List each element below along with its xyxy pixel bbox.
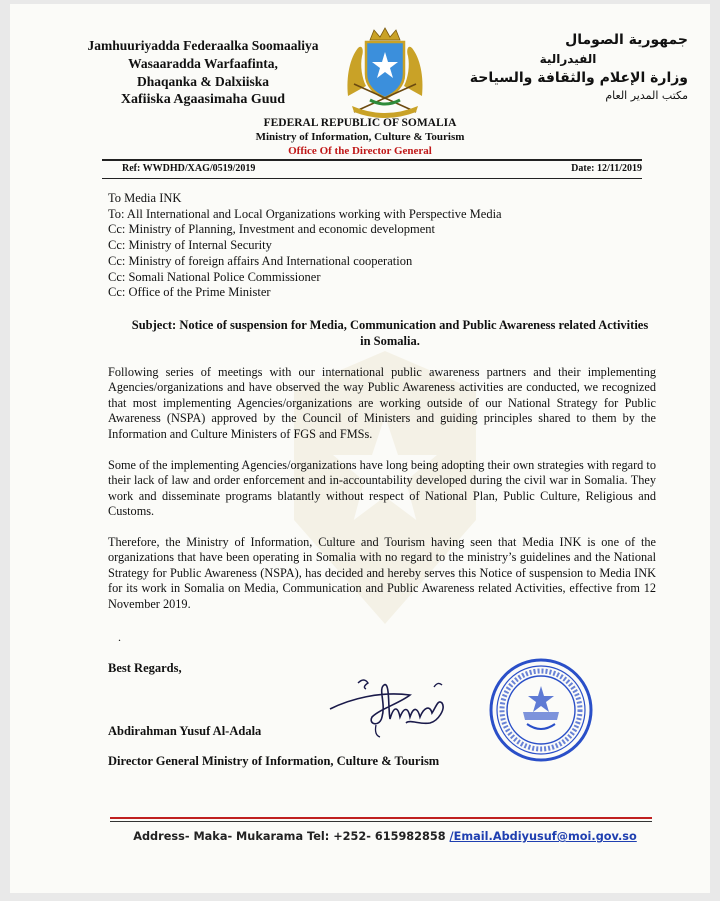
signatory-name: Abdirahman Yusuf Al-Adala xyxy=(108,724,262,738)
official-stamp-icon xyxy=(487,656,595,764)
signatory-title: Director General Ministry of Information, Culture & Tourism xyxy=(108,754,440,768)
coat-of-arms-icon xyxy=(340,26,430,118)
letter-page xyxy=(10,4,710,893)
recipient-line: To: All International and Local Organizations working with Perspective Media xyxy=(108,206,502,221)
reference-number: Ref: WWDHD/XAG/0519/2019 xyxy=(122,163,256,174)
stray-dot: . xyxy=(118,630,121,644)
arabic-line-3: وزارة الإعلام والثقافة والسياحة xyxy=(469,70,688,86)
arabic-line-4: مكتب المدير العام xyxy=(605,89,688,102)
arabic-line-1: جمهورية الصومال xyxy=(565,32,688,48)
somali-line-1: Jamhuuriyadda Federaalka Soomaaliya xyxy=(87,38,319,53)
body-paragraph-3: Therefore, the Ministry of Information, Culture and Tourism having seen that Media INK is one of the organizations that have been operating in Somalia with no regard to the ministry’s guidelines and the National Strategy for Public Awareness (NSPA), has decided and hereby serves this Notice of suspension to Media INK for its work in Somalia on Media, Communication and Public Awareness related Activities, effective from 12 November 2019. xyxy=(108,535,656,611)
somali-line-3: Dhaqanka & Dalxiiska xyxy=(136,74,270,89)
signature-icon xyxy=(310,669,490,749)
letter-date: Date: 12/11/2019 xyxy=(571,163,642,174)
english-header xyxy=(10,116,710,158)
body-paragraph-1: Following series of meetings with our international public awareness partners and their implementing Agencies/organizations and have observed the way Public Awareness activities are conducted, we recognized that most implementing Agencies/organizations are working outside of our National Strategy for Public Awareness (NSPA) approved by the Council of Ministers and guiding principles shared to them by the Information and Culture Ministers of FGS and FMSs. xyxy=(108,365,656,441)
recipient-line: To Media INK xyxy=(108,191,182,205)
office-title: Office Of the Director General xyxy=(288,145,432,157)
footer-address: Address- Maka- Mukarama Tel: +252- 615982858 xyxy=(133,830,450,843)
footer-contact xyxy=(100,830,670,843)
somali-line-4: Xafiiska Agaasimaha Guud xyxy=(120,92,286,107)
reference-bar xyxy=(102,159,642,179)
body-paragraph-2: Some of the implementing Agencies/organizations have long being adopting their own strategies with regard to their lack of law and order enforcement and in-accountability developed during the civil war in Somalia. They work and disseminate programs blatantly without respect of National Plan, Public Culture, Religious and Customs. xyxy=(108,458,656,519)
footer-divider xyxy=(110,817,652,822)
recipient-line: Cc: Ministry of Planning, Investment and economic development xyxy=(108,222,436,237)
ministry-title: Ministry of Information, Culture & Tourism xyxy=(255,131,465,143)
recipient-line: Cc: Somali National Police Commissioner xyxy=(108,269,321,284)
somali-line-2: Wasaaradda Warfaafinta, xyxy=(128,56,278,71)
somali-header xyxy=(68,37,338,109)
republic-title: FEDERAL REPUBLIC OF SOMALIA xyxy=(263,117,457,129)
recipient-line: Cc: Ministry of Internal Security xyxy=(108,238,272,253)
arabic-line-2: الفيدرالية xyxy=(539,52,597,66)
arabic-header xyxy=(468,30,688,104)
footer-email-link[interactable]: /Email.Abdiyusuf@moi.gov.so xyxy=(449,830,637,843)
recipient-line: Cc: Office of the Prime Minister xyxy=(108,285,271,300)
recipients-list xyxy=(108,191,628,301)
subject-line: Subject: Notice of suspension for Media, Communication and Public Awareness related Activities in Somalia. xyxy=(131,318,649,348)
closing-regards: Best Regards, xyxy=(108,661,182,675)
recipient-line: Cc: Ministry of foreign affairs And International cooperation xyxy=(108,253,413,268)
